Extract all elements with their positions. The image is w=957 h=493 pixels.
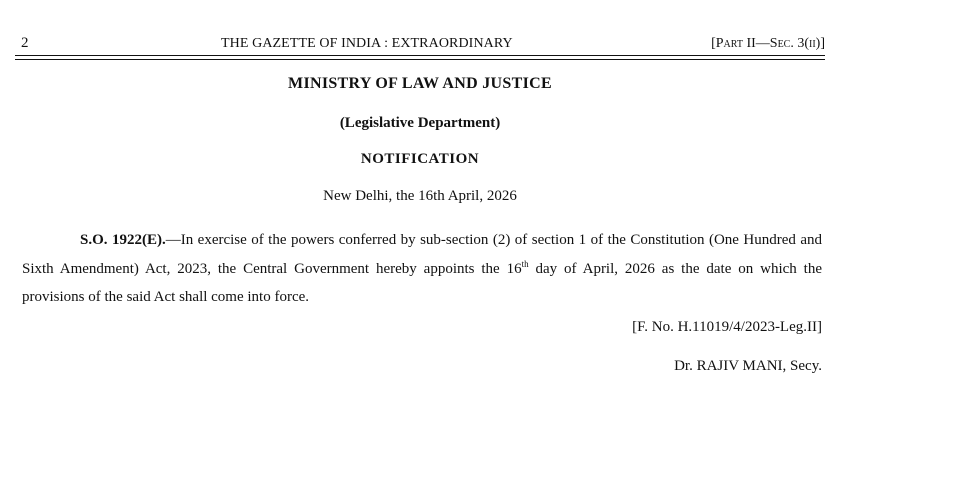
page-header <box>15 35 825 55</box>
header-rule-bottom <box>15 59 825 60</box>
signatory: Dr. RAJIV MANI, Secy. <box>674 358 822 374</box>
notification-heading: NOTIFICATION <box>360 151 480 167</box>
dateline: New Delhi, the 16th April, 2026 <box>323 188 517 204</box>
file-number: [F. No. H.11019/4/2023-Leg.II] <box>632 319 822 335</box>
order-number: S.O. 1922(E). <box>80 232 166 248</box>
page-number: 2 <box>21 35 29 51</box>
ministry-title: MINISTRY OF LAW AND JUSTICE <box>288 75 552 92</box>
part-section-label: [Part II—Sec. 3(ii)] <box>711 36 825 51</box>
header-rule-top <box>15 55 825 56</box>
gazette-title: THE GAZETTE OF INDIA : EXTRAORDINARY <box>221 36 513 51</box>
department-title: (Legislative Department) <box>339 115 501 131</box>
body-text-part2: day of April, 2026 as the date on which the provisions of the said Act shall come into force. <box>22 260 823 305</box>
notification-body <box>22 226 822 312</box>
ordinal-suffix: th <box>521 258 529 269</box>
body-text-part1: —In exercise of the powers conferred by sub-section (2) of section 1 of the Constitution (One Hundred and Sixth Amendment) Act, 2023, the Central Government hereby appoints the 16 <box>22 232 822 277</box>
